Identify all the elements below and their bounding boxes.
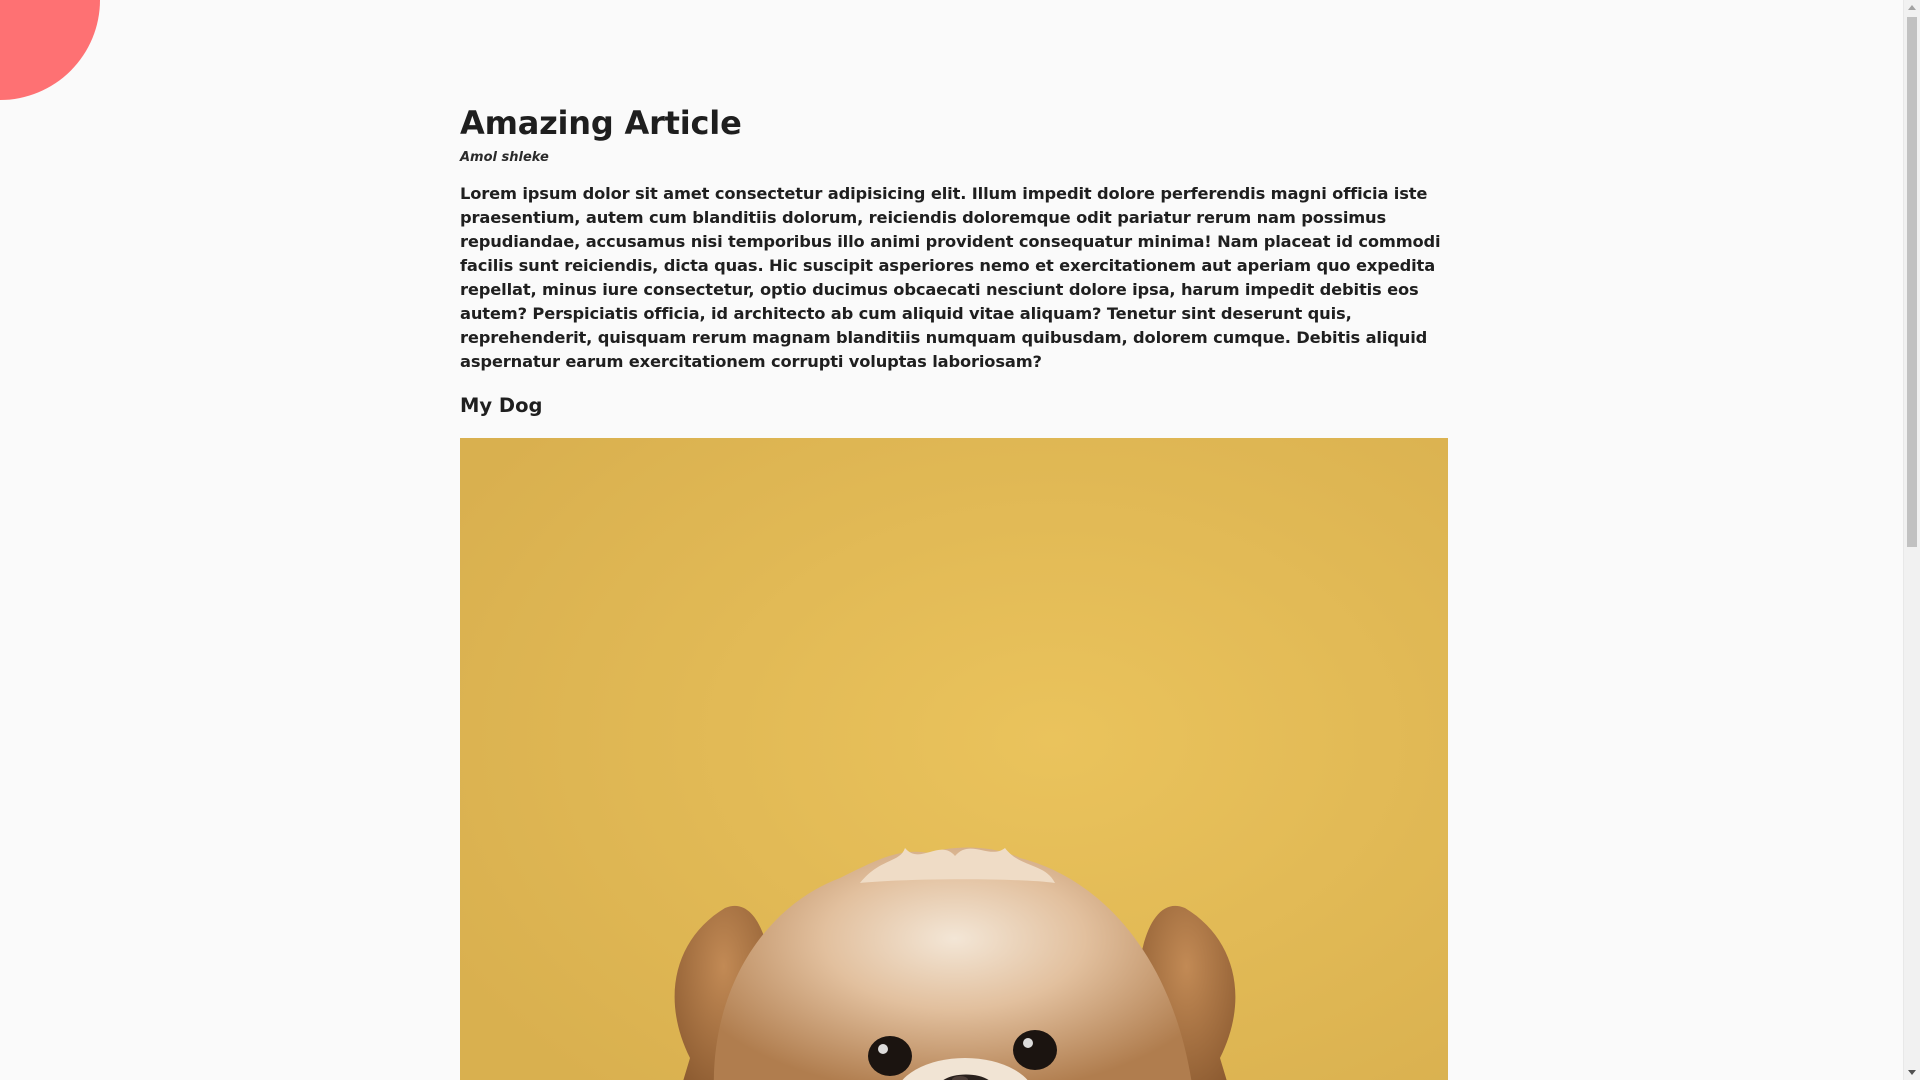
scroll-down-arrow-icon[interactable] — [1908, 1070, 1916, 1075]
dog-photo — [460, 438, 1448, 1080]
article — [460, 96, 1460, 1080]
dog-right-eye — [1013, 1030, 1057, 1070]
section-heading: My Dog — [460, 394, 543, 417]
menu-button[interactable] — [0, 0, 100, 100]
vertical-scrollbar[interactable] — [1903, 0, 1920, 1080]
dog-right-eye-highlight — [1023, 1038, 1033, 1048]
dog-left-eye — [868, 1036, 912, 1076]
article-title: Amazing Article — [460, 104, 742, 142]
scroll-thumb[interactable] — [1907, 17, 1917, 547]
dog-illustration — [460, 438, 1448, 1080]
article-author: Amol shleke — [460, 150, 549, 165]
scroll-up-arrow-icon[interactable] — [1908, 5, 1916, 10]
article-body: Lorem ipsum dolor sit amet consectetur adipisicing elit. Illum impedit dolore perferendis magni officia iste praesentium, autem cum blanditiis dolorum, reiciendis doloremque odit pariatur rerum nam possimus repudiandae, accusamus nisi temporibus illo animi provident consequatur minima! Nam placeat id commodi facilis sunt reiciendis, dicta quas. Hic suscipit asperiores nemo et exercitationem aut aperiam quo expedita repellat, minus iure consectetur, optio ducimus obcaecati nesciunt dolore ipsa, harum impedit debitis eos autem? Perspiciatis officia, id architecto ab cum aliquid vitae aliquam? Tenetur sint deserunt quis, reprehenderit, quisquam rerum magnam blanditiis numquam quibusdam, dolorem cumque. Debitis aliquid aspernatur earum exercitationem corrupti voluptas laboriosam? — [460, 184, 1441, 371]
dog-left-eye-highlight — [878, 1044, 888, 1054]
